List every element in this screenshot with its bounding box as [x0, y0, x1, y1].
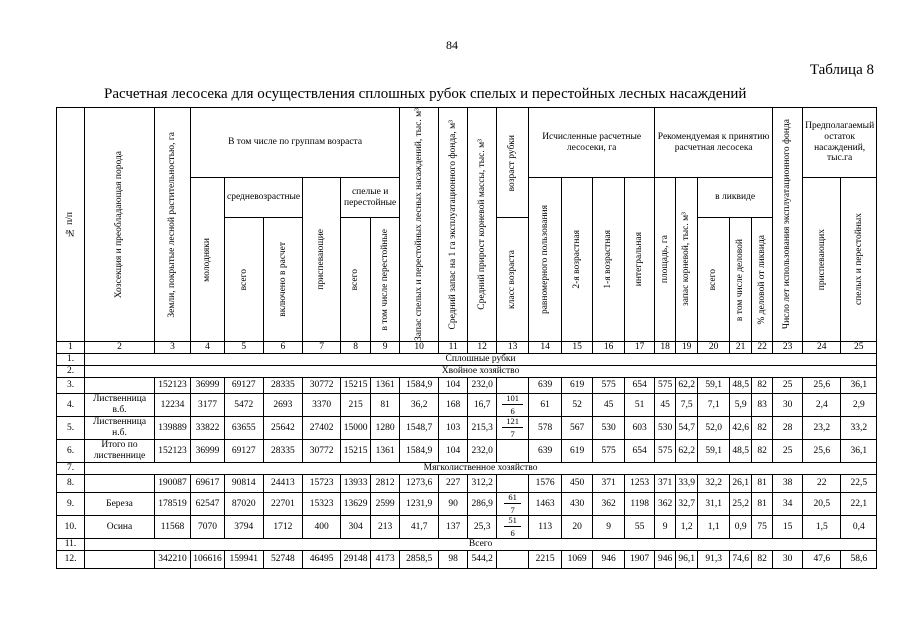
table-cell: 575 [593, 377, 625, 393]
table-cell: 213 [371, 515, 400, 538]
age-class-fraction [504, 493, 521, 515]
col-number: 24 [803, 341, 841, 353]
table-cell: 32,7 [676, 492, 698, 515]
table-cell: 286,9 [468, 492, 497, 515]
table-cell: 1231,9 [400, 492, 439, 515]
table-cell: 31,1 [698, 492, 730, 515]
table-cell: 59,1 [698, 377, 730, 393]
table-cell: 82 [752, 416, 773, 439]
row-number: 5. [57, 416, 85, 439]
header-middle-aged: средневозрастные [225, 178, 303, 218]
col-number: 11 [439, 341, 468, 353]
table-cell: 232,0 [468, 377, 497, 393]
table-cell: 1,5 [803, 515, 841, 538]
header-uniform: равномерного пользования [529, 178, 562, 342]
table-cell: 3177 [191, 393, 225, 416]
table-cell: 1273,6 [400, 474, 439, 492]
table-cell: 55 [625, 515, 655, 538]
header-middle-all: всего [225, 218, 264, 341]
table-cell: 48,5 [730, 377, 752, 393]
table-cell: 2,4 [803, 393, 841, 416]
section-label: Хвойное хозяйство [85, 365, 877, 377]
table-cell: 639 [529, 377, 562, 393]
table-cell: 74,6 [730, 550, 752, 568]
table-cell: 46495 [303, 550, 341, 568]
table-cell: 13629 [341, 492, 371, 515]
table-cell: 1548,7 [400, 416, 439, 439]
age-class-cell [497, 416, 529, 439]
table-cell: 1069 [562, 550, 593, 568]
header-mature-all: всего [341, 218, 371, 341]
table-cell: 362 [593, 492, 625, 515]
table-cell: 430 [562, 492, 593, 515]
table-cell: 619 [562, 439, 593, 462]
table-cell: 87020 [225, 492, 264, 515]
header-area: площадь, га [655, 178, 676, 342]
table-cell: 7,1 [698, 393, 730, 416]
table-cell: 178519 [155, 492, 191, 515]
col-number: 9 [371, 341, 400, 353]
table-cell: 1463 [529, 492, 562, 515]
col-number: 4 [191, 341, 225, 353]
species-name [85, 550, 155, 568]
table-cell: 82 [752, 550, 773, 568]
table-cell: 1198 [625, 492, 655, 515]
cutting-age-value: 101 [502, 394, 523, 406]
table-cell: 9 [593, 515, 625, 538]
table-cell: 232,0 [468, 439, 497, 462]
table-cell: 1,2 [676, 515, 698, 538]
col-number: 17 [625, 341, 655, 353]
table-cell: 530 [593, 416, 625, 439]
table-cell: 312,2 [468, 474, 497, 492]
col-number: 19 [676, 341, 698, 353]
species-name: Лиственница в.б. [85, 393, 155, 416]
table-cell: 25642 [263, 416, 303, 439]
table-cell: 28335 [263, 377, 303, 393]
col-number: 5 [225, 341, 264, 353]
col-number: 10 [400, 341, 439, 353]
table-cell: 90 [439, 492, 468, 515]
col-number: 13 [497, 341, 529, 353]
header-middle-included: включено в расчет [263, 218, 303, 341]
column-number-row [57, 341, 877, 353]
header-cutting-age: возраст рубки [497, 108, 529, 218]
table-cell: 25,6 [803, 439, 841, 462]
table-cell: 530 [655, 416, 676, 439]
table-cell: 5,9 [730, 393, 752, 416]
age-class-cell [497, 550, 529, 568]
table-cell: 82 [752, 439, 773, 462]
table-cell: 13933 [341, 474, 371, 492]
table-cell: 0,9 [730, 515, 752, 538]
table-cell: 654 [625, 439, 655, 462]
table-cell: 1576 [529, 474, 562, 492]
age-class-cell [497, 439, 529, 462]
table-title: Расчетная лесосека для осуществления сплошных рубок спелых и перестойных лесных насаждений [104, 86, 747, 102]
table-cell: 30772 [303, 377, 341, 393]
table-cell: 946 [655, 550, 676, 568]
col-number: 14 [529, 341, 562, 353]
cutting-age-value: 51 [504, 516, 521, 528]
col-number: 21 [730, 341, 752, 353]
table-cell: 22,5 [841, 474, 877, 492]
table-cell: 2693 [263, 393, 303, 416]
lesoseka-table [56, 107, 877, 569]
table-cell: 36,2 [400, 393, 439, 416]
table-cell: 190087 [155, 474, 191, 492]
table-cell: 2858,5 [400, 550, 439, 568]
col-number: 6 [263, 341, 303, 353]
species-name [85, 377, 155, 393]
table-cell: 52 [562, 393, 593, 416]
header-age-class: класс возраста [497, 218, 529, 341]
col-number: 1 [57, 341, 85, 353]
table-cell: 215,3 [468, 416, 497, 439]
table-cell: 567 [562, 416, 593, 439]
table-cell: 22701 [263, 492, 303, 515]
table-cell: 578 [529, 416, 562, 439]
cutting-age-value: 121 [502, 417, 523, 429]
table-cell: 15215 [341, 439, 371, 462]
table-cell: 26,1 [730, 474, 752, 492]
table-cell: 168 [439, 393, 468, 416]
table-cell: 2,9 [841, 393, 877, 416]
table-cell: 34 [773, 492, 803, 515]
table-cell: 575 [655, 377, 676, 393]
table-cell: 36999 [191, 439, 225, 462]
age-class-cell [497, 474, 529, 492]
table-row [57, 492, 877, 515]
age-class-value: 7 [510, 429, 515, 440]
col-number: 25 [841, 341, 877, 353]
table-cell: 104 [439, 377, 468, 393]
table-cell: 5472 [225, 393, 264, 416]
table-cell: 25 [773, 377, 803, 393]
row-number: 11. [57, 538, 85, 550]
species-name [85, 474, 155, 492]
table-cell: 1907 [625, 550, 655, 568]
table-cell: 575 [593, 439, 625, 462]
table-row [57, 474, 877, 492]
table-cell: 2215 [529, 550, 562, 568]
table-cell: 30 [773, 393, 803, 416]
age-class-cell [497, 492, 529, 515]
table-cell: 22,1 [841, 492, 877, 515]
table-row [57, 416, 877, 439]
table-cell: 1,1 [698, 515, 730, 538]
table-cell: 52748 [263, 550, 303, 568]
header-num: № п/п [57, 108, 85, 342]
table-cell: 23,2 [803, 416, 841, 439]
table-cell: 575 [655, 439, 676, 462]
table-cell: 4173 [371, 550, 400, 568]
table-cell: 106616 [191, 550, 225, 568]
table-cell: 159941 [225, 550, 264, 568]
table-cell: 15000 [341, 416, 371, 439]
header-age-groups: В том числе по группам возраста [191, 108, 400, 178]
table-cell: 15215 [341, 377, 371, 393]
table-cell: 25,6 [803, 377, 841, 393]
table-cell: 25,3 [468, 515, 497, 538]
table-cell: 1361 [371, 439, 400, 462]
table-cell: 152123 [155, 439, 191, 462]
table-cell: 59,1 [698, 439, 730, 462]
table-cell: 362 [655, 492, 676, 515]
table-cell: 400 [303, 515, 341, 538]
table-cell: 30 [773, 550, 803, 568]
table-row [57, 550, 877, 568]
col-number: 18 [655, 341, 676, 353]
row-number: 2. [57, 365, 85, 377]
age-class-fraction [502, 417, 523, 439]
row-number: 1. [57, 353, 85, 365]
header-calculated: Исчисленные расчетные лесосеки, га [529, 108, 655, 178]
table-cell: 113 [529, 515, 562, 538]
species-name: Итого по лиственнице [85, 439, 155, 462]
table-cell: 48,5 [730, 439, 752, 462]
col-number: 2 [85, 341, 155, 353]
table-cell: 22 [803, 474, 841, 492]
table-cell: 41,7 [400, 515, 439, 538]
table-cell: 1280 [371, 416, 400, 439]
row-number: 3. [57, 377, 85, 393]
table-cell: 3794 [225, 515, 264, 538]
table-cell: 69127 [225, 439, 264, 462]
table-label: Таблица 8 [809, 62, 874, 78]
table-cell: 28335 [263, 439, 303, 462]
table-cell: 90814 [225, 474, 264, 492]
table-cell: 1712 [263, 515, 303, 538]
table-cell: 20 [562, 515, 593, 538]
table-cell: 7070 [191, 515, 225, 538]
col-number: 20 [698, 341, 730, 353]
header-liquid-percent: % деловой от ликвида [752, 218, 773, 341]
table-cell: 371 [655, 474, 676, 492]
age-class-value: 6 [510, 406, 515, 417]
cutting-age-value: 61 [504, 493, 521, 505]
col-number: 15 [562, 341, 593, 353]
table-cell: 104 [439, 439, 468, 462]
header-remainder: Предполагаемый остаток насаждений, тыс.га [803, 108, 877, 178]
table-cell: 75 [752, 515, 773, 538]
table-cell: 62,2 [676, 377, 698, 393]
header-liquid: в ликвиде [698, 178, 773, 218]
table-cell: 152123 [155, 377, 191, 393]
age-class-cell [497, 515, 529, 538]
table-cell: 3370 [303, 393, 341, 416]
header-integral: интегральная [625, 178, 655, 342]
table-cell: 69127 [225, 377, 264, 393]
header-second-age: 2-я возрастная [562, 178, 593, 342]
table-cell: 27402 [303, 416, 341, 439]
table-cell: 58,6 [841, 550, 877, 568]
col-number: 16 [593, 341, 625, 353]
col-number: 8 [341, 341, 371, 353]
age-class-fraction [504, 516, 521, 538]
table-cell: 139889 [155, 416, 191, 439]
table-cell: 36,1 [841, 377, 877, 393]
header-liquid-business: в том числе деловой [730, 218, 752, 341]
table-cell: 15323 [303, 492, 341, 515]
table-cell: 54,7 [676, 416, 698, 439]
table-cell: 342210 [155, 550, 191, 568]
table-cell: 15 [773, 515, 803, 538]
table-cell: 62547 [191, 492, 225, 515]
col-number: 3 [155, 341, 191, 353]
table-cell: 63655 [225, 416, 264, 439]
col-number: 22 [752, 341, 773, 353]
header-mature-stock: Запас спелых и перестойных лесных насаждений, тыс. м³ [400, 108, 439, 342]
header-section: Хозсекция и преобладающая порода [85, 108, 155, 342]
table-cell: 654 [625, 377, 655, 393]
row-number: 12. [57, 550, 85, 568]
header-remain-premature: приспевающих [803, 178, 841, 342]
header-first-age: 1-я возрастная [593, 178, 625, 342]
table-cell: 20,5 [803, 492, 841, 515]
table-cell: 33822 [191, 416, 225, 439]
table-cell: 1361 [371, 377, 400, 393]
table-cell: 619 [562, 377, 593, 393]
table-cell: 1584,9 [400, 439, 439, 462]
age-class-value: 7 [510, 505, 515, 516]
table-cell: 215 [341, 393, 371, 416]
table-cell: 61 [529, 393, 562, 416]
table-cell: 946 [593, 550, 625, 568]
table-cell: 36,1 [841, 439, 877, 462]
col-number: 7 [303, 341, 341, 353]
species-name: Лиственница н.б. [85, 416, 155, 439]
table-cell: 96,1 [676, 550, 698, 568]
header-young: молодняки [191, 178, 225, 342]
row-number: 10. [57, 515, 85, 538]
row-number: 9. [57, 492, 85, 515]
section-row [57, 365, 877, 377]
table-cell: 32,2 [698, 474, 730, 492]
table-cell: 91,3 [698, 550, 730, 568]
table-cell: 33,2 [841, 416, 877, 439]
table-cell: 98 [439, 550, 468, 568]
table-cell: 82 [752, 377, 773, 393]
table-cell: 42,6 [730, 416, 752, 439]
table-cell: 7,5 [676, 393, 698, 416]
table-cell: 51 [625, 393, 655, 416]
table-cell: 603 [625, 416, 655, 439]
table-cell: 450 [562, 474, 593, 492]
table-cell: 25,2 [730, 492, 752, 515]
table-cell: 1584,9 [400, 377, 439, 393]
row-number: 6. [57, 439, 85, 462]
table-cell: 45 [593, 393, 625, 416]
table-cell: 30772 [303, 439, 341, 462]
table-row [57, 515, 877, 538]
row-number: 7. [57, 462, 85, 474]
table-cell: 639 [529, 439, 562, 462]
section-label: Сплошные рубки [85, 353, 877, 365]
table-row [57, 377, 877, 393]
table-cell: 81 [752, 492, 773, 515]
header-years-use: Число лет использования эксплуатационного фонда [773, 108, 803, 342]
table-cell: 83 [752, 393, 773, 416]
table-cell: 47,6 [803, 550, 841, 568]
age-class-cell [497, 377, 529, 393]
table-cell: 81 [752, 474, 773, 492]
row-number: 4. [57, 393, 85, 416]
table-cell: 29148 [341, 550, 371, 568]
table-cell: 12234 [155, 393, 191, 416]
table-cell: 33,9 [676, 474, 698, 492]
table-cell: 52,0 [698, 416, 730, 439]
table-cell: 25 [773, 439, 803, 462]
table-cell: 36999 [191, 377, 225, 393]
table-cell: 544,2 [468, 550, 497, 568]
col-number: 12 [468, 341, 497, 353]
table-cell: 0,4 [841, 515, 877, 538]
table-cell: 16,7 [468, 393, 497, 416]
age-class-fraction [502, 394, 523, 416]
header-mature-over: в том числе перестойные [371, 218, 400, 341]
header-root-stock: запас корневой, тыс. м³ [676, 178, 698, 342]
table-cell: 1253 [625, 474, 655, 492]
header-remain-mature: спелых и перестойных [841, 178, 877, 342]
table-row [57, 439, 877, 462]
header-mature: спелые и перестойные [341, 178, 400, 218]
table-row [57, 393, 877, 416]
table-cell: 2599 [371, 492, 400, 515]
table-cell: 81 [371, 393, 400, 416]
header-liquid-all: всего [698, 218, 730, 341]
header-premature: приспевающие [303, 178, 341, 342]
header-forest-area: Земли, покрытые лесной растительностью, га [155, 108, 191, 342]
header-avg-growth: Средний прирост корневой массы, тыс. м³ [468, 108, 497, 342]
table-cell: 24413 [263, 474, 303, 492]
table-cell: 137 [439, 515, 468, 538]
table-cell: 304 [341, 515, 371, 538]
table-cell: 38 [773, 474, 803, 492]
section-row [57, 462, 877, 474]
table-cell: 28 [773, 416, 803, 439]
table-cell: 15723 [303, 474, 341, 492]
table-cell: 2812 [371, 474, 400, 492]
age-class-value: 6 [510, 528, 515, 539]
section-row [57, 538, 877, 550]
table-cell: 11568 [155, 515, 191, 538]
table-cell: 69617 [191, 474, 225, 492]
section-row [57, 353, 877, 365]
header-recommended: Рекомендуемая к принятию расчетная лесосека [655, 108, 773, 178]
page-number: 84 [446, 38, 458, 52]
species-name: Береза [85, 492, 155, 515]
table-cell: 103 [439, 416, 468, 439]
col-number: 23 [773, 341, 803, 353]
row-number: 8. [57, 474, 85, 492]
table-cell: 62,2 [676, 439, 698, 462]
table-cell: 227 [439, 474, 468, 492]
table-cell: 9 [655, 515, 676, 538]
table-cell: 45 [655, 393, 676, 416]
header-avg-stock: Средний запас на 1 га эксплуатационного фонда, м³ [439, 108, 468, 342]
table-cell: 371 [593, 474, 625, 492]
species-name: Осина [85, 515, 155, 538]
section-label: Всего [85, 538, 877, 550]
age-class-cell [497, 393, 529, 416]
section-label: Мягколиственное хозяйство [85, 462, 877, 474]
